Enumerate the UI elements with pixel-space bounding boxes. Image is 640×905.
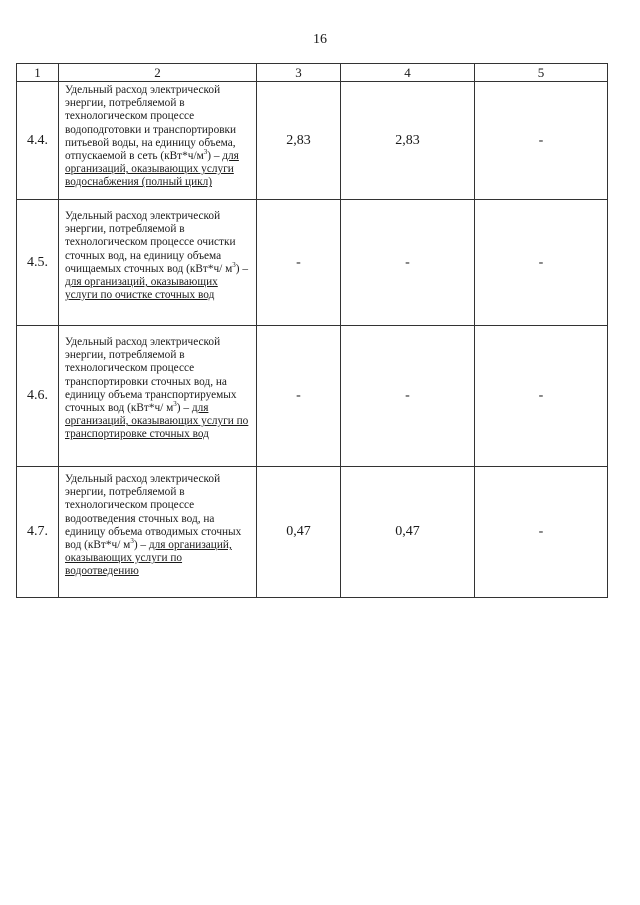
page-number: 16	[313, 32, 327, 47]
description-text: Удельный расход электрической энергии, потребляемой в технологическом процессе транспортировки сточных вод, на единицу объема транспортируемых сточных вод (кВт*ч/ м	[65, 336, 237, 415]
row-number: 4.4.	[17, 82, 59, 200]
row-description	[59, 467, 257, 598]
description-dash: ) –	[176, 402, 192, 415]
unit-superscript: 3	[173, 400, 177, 409]
description-dash: ) –	[133, 539, 149, 552]
value-col5: -	[475, 82, 608, 200]
header-cell-5: 5	[475, 64, 608, 82]
description-text: Удельный расход электрической энергии, потребляемой в технологическом процессе очистки сточных вод, на единицу объема очищаемых сточных вод (кВт*ч/ м	[65, 210, 236, 275]
description-text: Удельный расход электрической энергии, потребляемой в технологическом процессе водоотведения сточных вод, на единицу объема отводимых сточных вод (кВт*ч/ м	[65, 473, 242, 552]
table-row	[17, 200, 608, 326]
value-col3: 2,83	[257, 82, 341, 200]
description-underlined: для организаций, оказывающих услуги водоснабжения (полный цикл)	[65, 150, 239, 189]
value-col4: -	[341, 326, 475, 467]
value-col4: 2,83	[341, 82, 475, 200]
value-col4: 0,47	[341, 467, 475, 598]
unit-superscript: 3	[232, 261, 236, 270]
header-cell-1: 1	[17, 64, 59, 82]
table-row	[17, 467, 608, 598]
unit-superscript: 3	[203, 148, 208, 157]
table-header-row	[17, 64, 608, 82]
value-col3: -	[257, 326, 341, 467]
value-col5: -	[475, 200, 608, 326]
description-underlined: для организаций, оказывающих услуги по транспортировке сточных вод	[65, 402, 249, 441]
row-description	[59, 82, 257, 200]
description-dash: ) –	[235, 262, 249, 275]
row-description	[59, 200, 257, 326]
value-col5: -	[475, 326, 608, 467]
indicators-table	[16, 63, 608, 598]
row-number: 4.7.	[17, 467, 59, 598]
description-dash: ) –	[207, 150, 223, 163]
value-col5: -	[475, 467, 608, 598]
table-row	[17, 82, 608, 200]
description-text: Удельный расход электрической энергии, потребляемой в технологическом процессе водоподготовки и транспортировки питьевой воды, на единицу объема, отпускаемой в сеть (кВт*ч/м	[65, 84, 237, 163]
unit-superscript: 3	[130, 537, 134, 546]
description-underlined: для организаций, оказывающих услуги по водоотведению	[65, 539, 232, 578]
value-col3: -	[257, 200, 341, 326]
row-description	[59, 326, 257, 467]
value-col3: 0,47	[257, 467, 341, 598]
header-cell-4: 4	[341, 64, 475, 82]
row-number: 4.6.	[17, 326, 59, 467]
value-col4: -	[341, 200, 475, 326]
header-cell-3: 3	[257, 64, 341, 82]
table-row	[17, 326, 608, 467]
description-underlined: для организаций, оказывающих услуги по очистке сточных вод	[65, 276, 218, 302]
row-number: 4.5.	[17, 200, 59, 326]
header-cell-2: 2	[59, 64, 257, 82]
